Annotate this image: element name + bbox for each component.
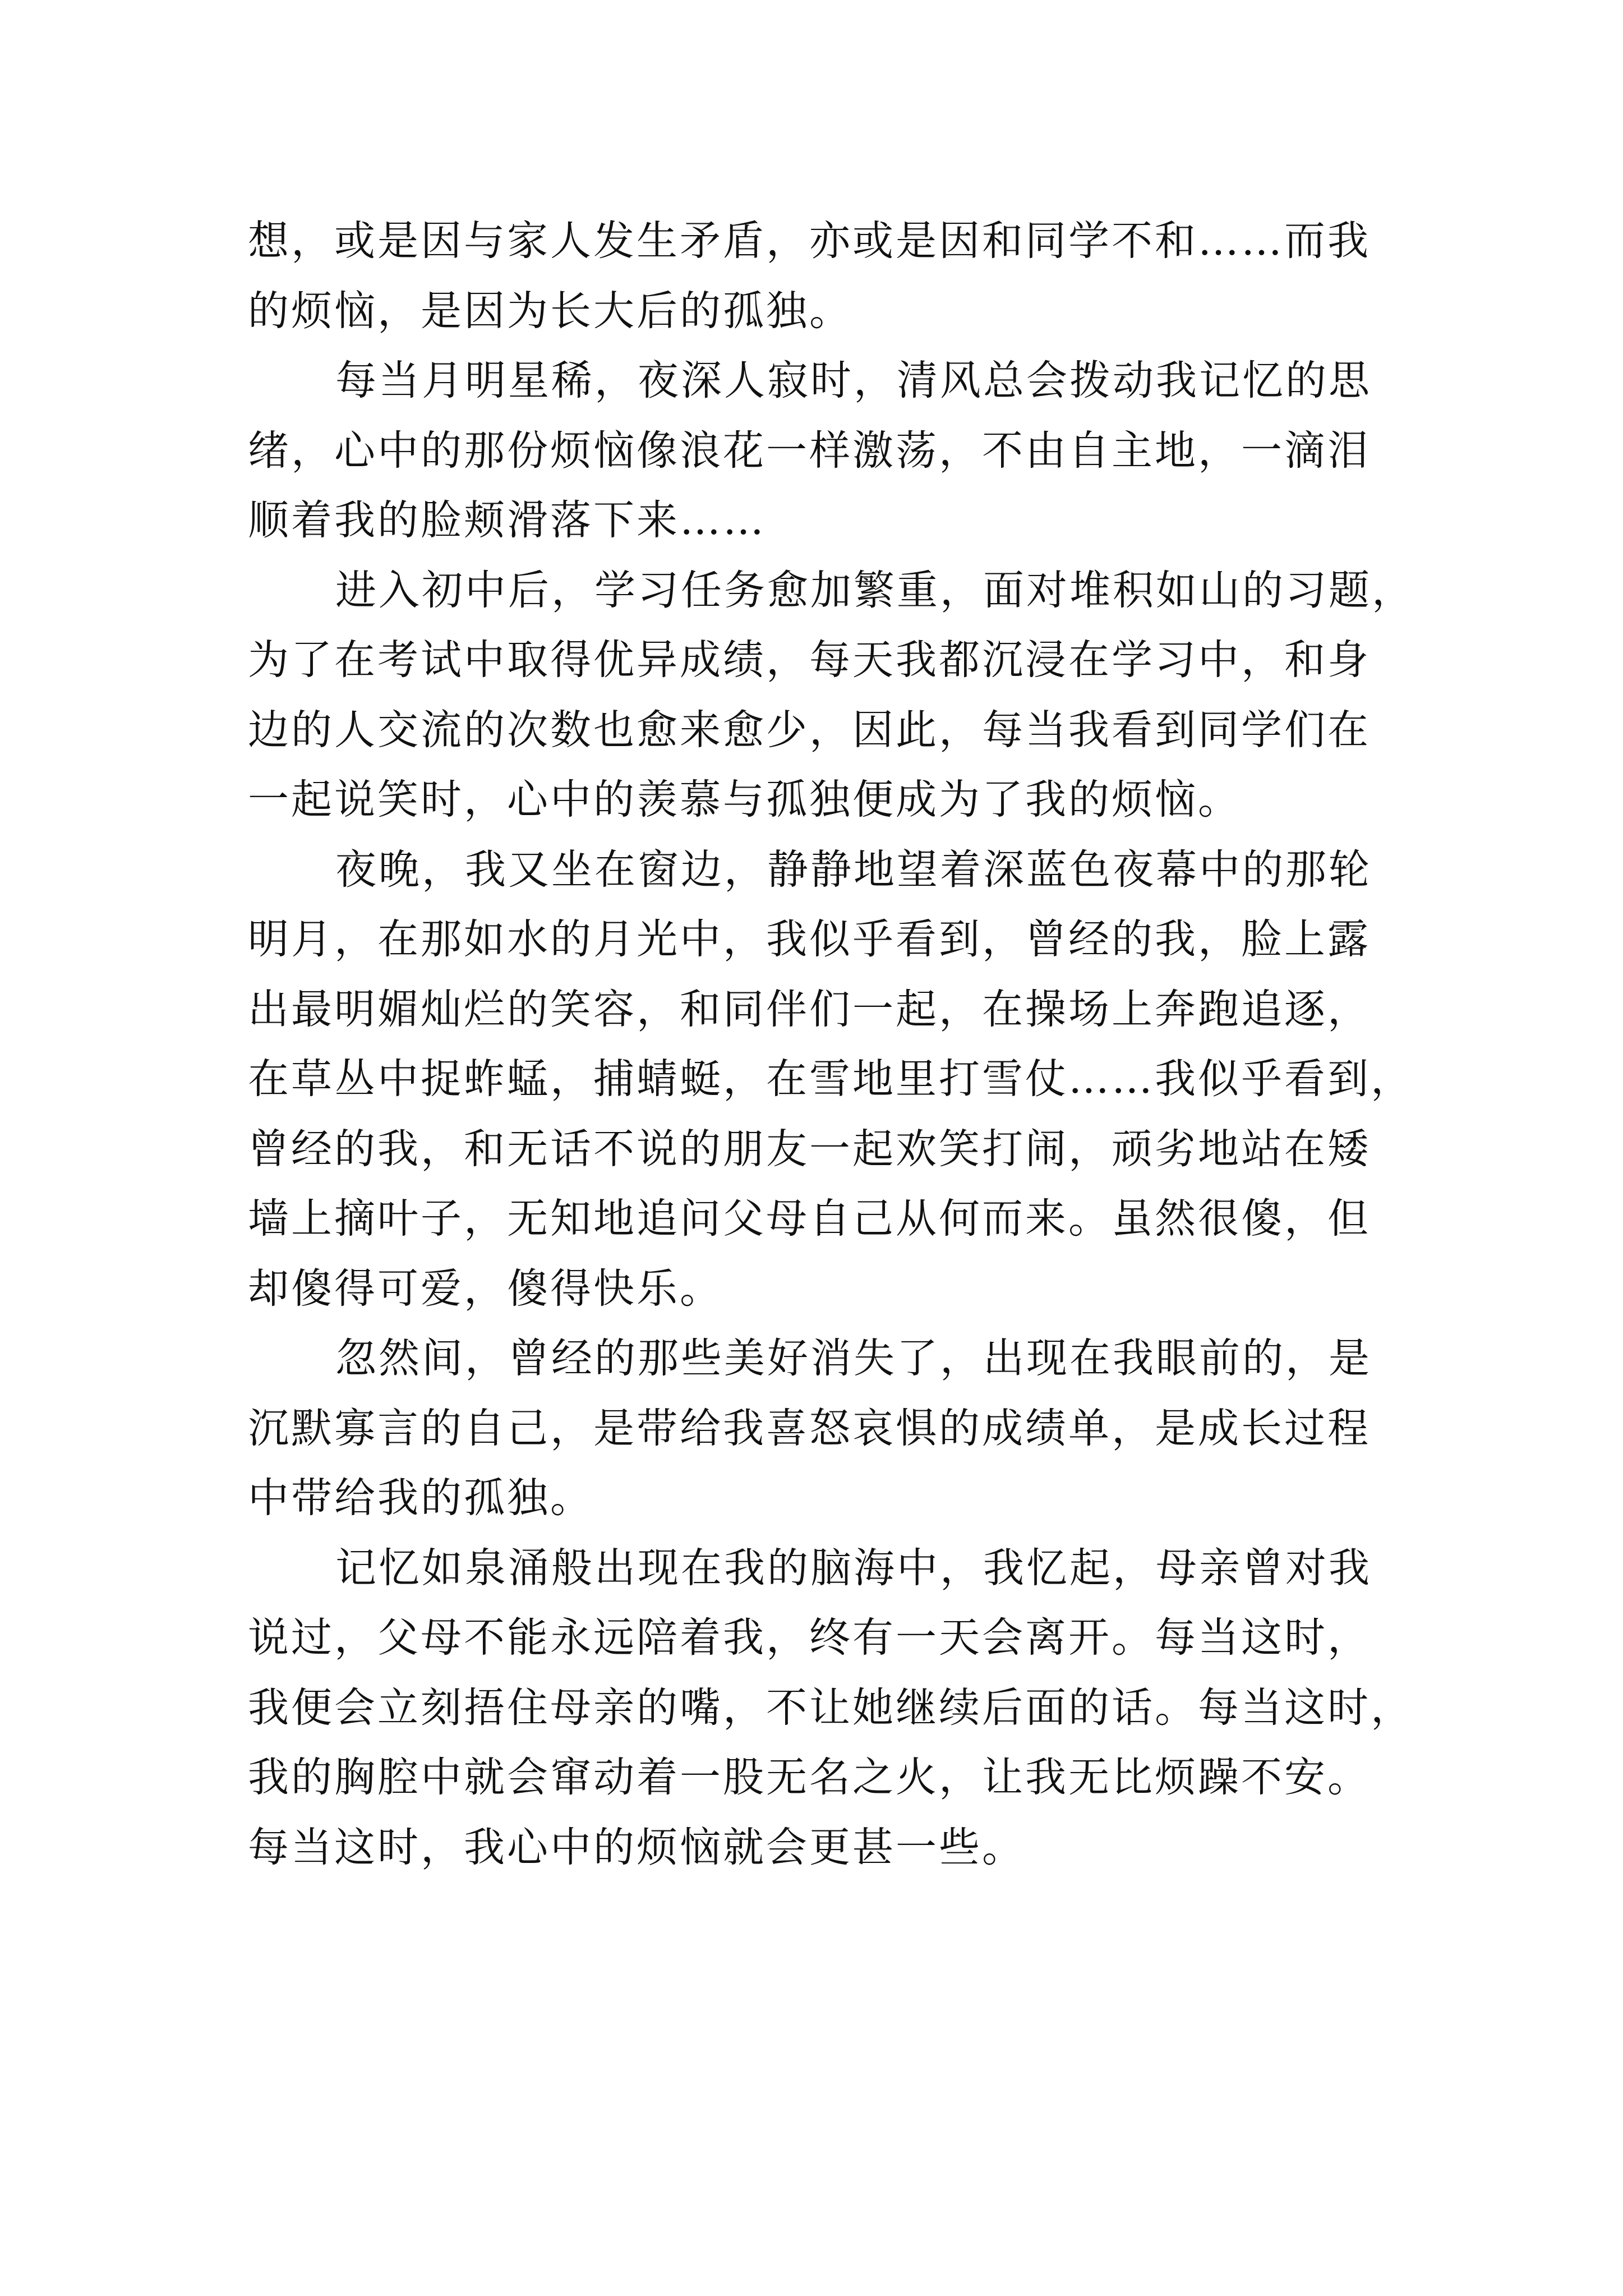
text-line: 曾经的我，和无话不说的朋友一起欢笑打闹，顽劣地站在矮: [248, 1125, 1371, 1173]
text-line: 的烦恼，是因为长大后的孤独。: [248, 287, 852, 335]
text-line: 想，或是因与家人发生矛盾，亦或是因和同学不和……而我: [248, 217, 1371, 265]
text-line: 一起说笑时，心中的羡慕与孤独便成为了我的烦恼。: [248, 776, 1241, 823]
paragraph-start-line: 每当月明星稀，夜深人寂时，清风总会拨动我记忆的思: [335, 357, 1372, 404]
text-line: 沉默寡言的自己，是带给我喜怒哀惧的成绩单，是成长过程: [248, 1404, 1371, 1452]
text-line: 绪，心中的那份烦恼像浪花一样激荡，不由自主地，一滴泪: [248, 426, 1371, 475]
paragraph-start-line: 记忆如泉涌般出现在我的脑海中，我忆起，母亲曾对我: [335, 1544, 1372, 1592]
text-line: 明月，在那如水的月光中，我似乎看到，曾经的我，脸上露: [248, 915, 1371, 963]
text-line: 却傻得可爱，傻得快乐。: [248, 1264, 723, 1313]
text-line: 中带给我的孤独。: [248, 1474, 593, 1522]
essay-text: [248, 206, 1415, 1883]
text-line: 顺着我的脸颊滑落下来……: [248, 496, 766, 544]
text-line: 墙上摘叶子，无知地追问父母自己从何而来。虽然很傻，但: [248, 1195, 1371, 1243]
paragraph-start-line: 进入初中后，学习任务愈加繁重，面对堆积如山的习题，: [335, 566, 1415, 614]
text-line: 为了在考试中取得优异成绩，每天我都沉浸在学习中，和身: [248, 636, 1371, 684]
text-line: 在草丛中捉蚱蜢，捕蜻蜓，在雪地里打雪仗……我似乎看到，: [248, 1055, 1414, 1103]
paragraph-start-line: 忽然间，曾经的那些美好消失了，出现在我眼前的，是: [335, 1335, 1372, 1382]
text-line: 我便会立刻捂住母亲的嘴，不让她继续后面的话。每当这时，: [248, 1683, 1414, 1732]
text-line: 我的胸腔中就会窜动着一股无名之火，让我无比烦躁不安。: [248, 1754, 1371, 1801]
text-line: 出最明媚灿烂的笑容，和同伴们一起，在操场上奔跑追逐，: [248, 985, 1371, 1033]
text-line: 边的人交流的次数也愈来愈少，因此，每当我看到同学们在: [248, 706, 1371, 754]
text-line: 说过，父母不能永远陪着我，终有一天会离开。每当这时，: [248, 1614, 1371, 1662]
text-line: 每当这时，我心中的烦恼就会更甚一些。: [248, 1823, 1025, 1871]
paragraph-start-line: 夜晚，我又坐在窗边，静静地望着深蓝色夜幕中的那轮: [335, 845, 1372, 894]
